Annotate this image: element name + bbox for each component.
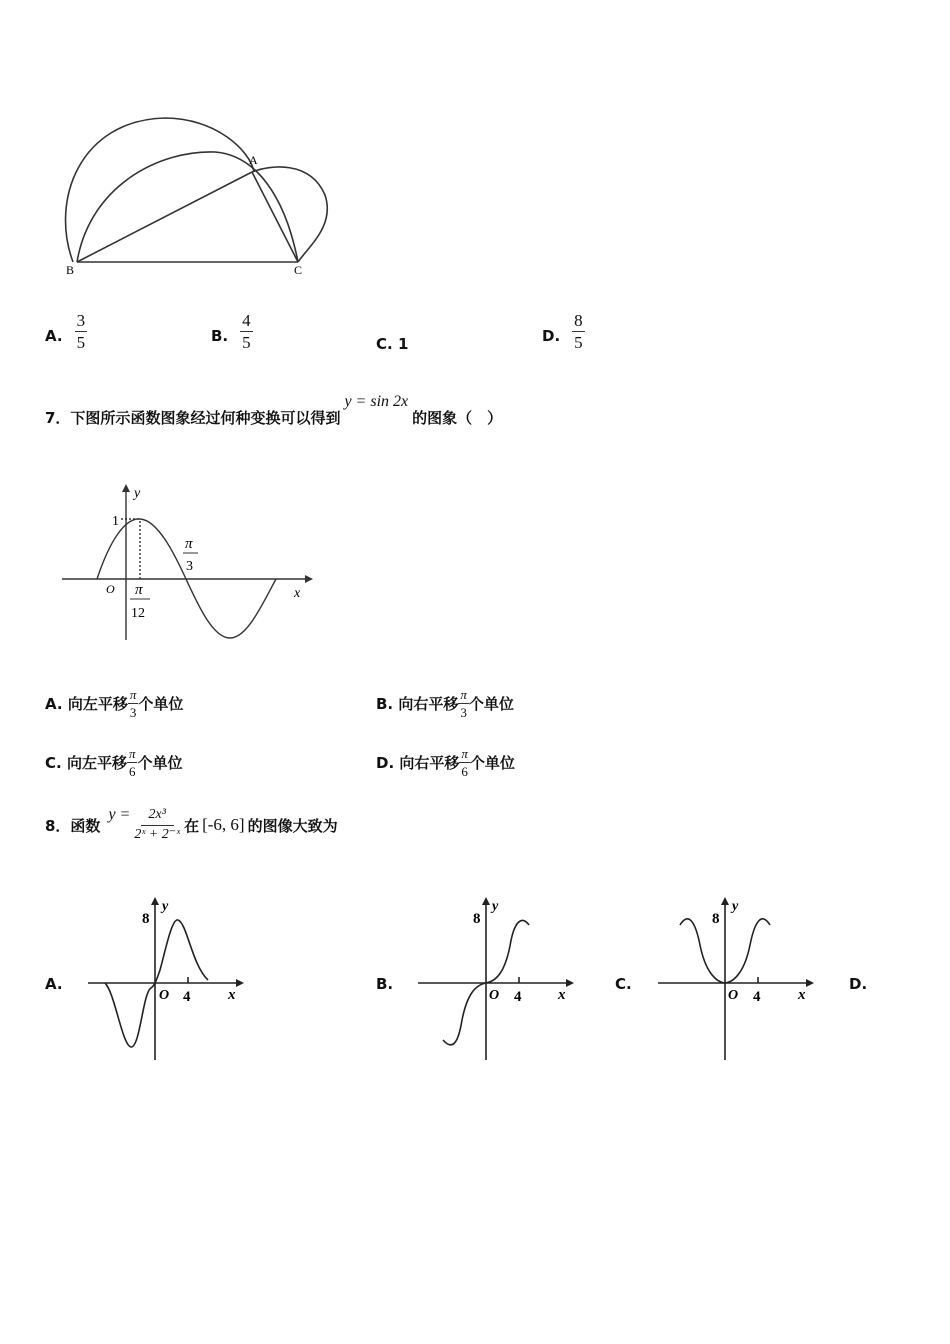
q6-option-d[interactable]: D. $\frac{8}{5}$ <box>542 311 583 352</box>
q8-option-d-letter[interactable]: D. <box>849 975 868 993</box>
q8-option-a-letter[interactable]: A. <box>45 975 63 993</box>
x-arrow-icon <box>305 575 313 583</box>
svg-text:O: O <box>159 988 170 1003</box>
large-arc <box>66 118 254 262</box>
q7-sine-graph <box>58 480 320 645</box>
pi-over-12-den: 12 <box>131 606 145 621</box>
small-arc <box>252 167 327 262</box>
q8-graph-c[interactable] <box>652 893 822 1063</box>
svg-text:4: 4 <box>753 989 761 1005</box>
svg-text:y: y <box>732 899 739 914</box>
q7-stem: 7．下图所示函数图象经过何种变换可以得到 y = sin 2x 的图象（ ） <box>45 393 503 427</box>
q8-stem: 8．函数 y = $\frac{\text{2x³}}{\text{2ˣ + 2⁻ˣ}}$ 在 [-6, 6] 的图像大致为 <box>45 806 338 842</box>
svg-text:x: x <box>228 987 236 1003</box>
svg-text:8: 8 <box>142 911 150 927</box>
pi-over-3-num: π <box>185 536 193 552</box>
svg-text:O: O <box>489 988 500 1003</box>
y-arrow-icon <box>122 484 130 492</box>
q8-option-b-letter[interactable]: B. <box>376 975 394 993</box>
q8-graph-a[interactable] <box>82 893 252 1063</box>
q8-formula: $\frac{\text{2x³}}{\text{2ˣ + 2⁻ˣ}}$ <box>134 807 181 842</box>
label-b: B <box>66 263 75 277</box>
segment-ab <box>77 172 252 262</box>
label-a: A <box>249 153 258 167</box>
pi-over-3-den: 3 <box>186 559 193 574</box>
q7-option-c[interactable]: C. 向左平移 $\frac{\pi}{6}$ 个单位 <box>45 746 183 779</box>
svg-text:4: 4 <box>514 989 522 1005</box>
origin-label: O <box>106 582 115 596</box>
svg-text:8: 8 <box>473 911 481 927</box>
q8-graph-b[interactable] <box>412 893 582 1063</box>
y-label: y <box>134 486 141 501</box>
svg-text:x: x <box>798 987 806 1003</box>
q6-option-a[interactable]: A. $\frac{3}{5}$ <box>45 311 86 352</box>
svg-text:x: x <box>558 987 566 1003</box>
segment-ac <box>252 172 298 262</box>
q7-option-d[interactable]: D. 向右平移 $\frac{\pi}{6}$ 个单位 <box>376 746 515 779</box>
svg-text:8: 8 <box>712 911 720 927</box>
q7-option-b[interactable]: B. 向右平移 $\frac{\pi}{3}$ 个单位 <box>376 687 514 720</box>
q7-formula: y = sin 2x <box>344 393 409 410</box>
q6-option-b[interactable]: B. $\frac{4}{5}$ <box>211 311 251 352</box>
label-c: C <box>294 263 303 277</box>
geometry-figure <box>55 110 345 280</box>
svg-text:4: 4 <box>183 989 191 1005</box>
svg-text:O: O <box>728 988 739 1003</box>
pi-over-12-num: π <box>135 582 143 598</box>
svg-text:y: y <box>492 899 499 914</box>
q7-option-a[interactable]: A. 向左平移 $\frac{\pi}{3}$ 个单位 <box>45 687 184 720</box>
one-label: 1 <box>112 514 119 529</box>
q6-option-c[interactable]: C. 1 <box>376 335 409 353</box>
svg-text:y: y <box>162 899 169 914</box>
x-label: x <box>294 586 301 601</box>
q8-option-c-letter[interactable]: C. <box>615 975 632 993</box>
